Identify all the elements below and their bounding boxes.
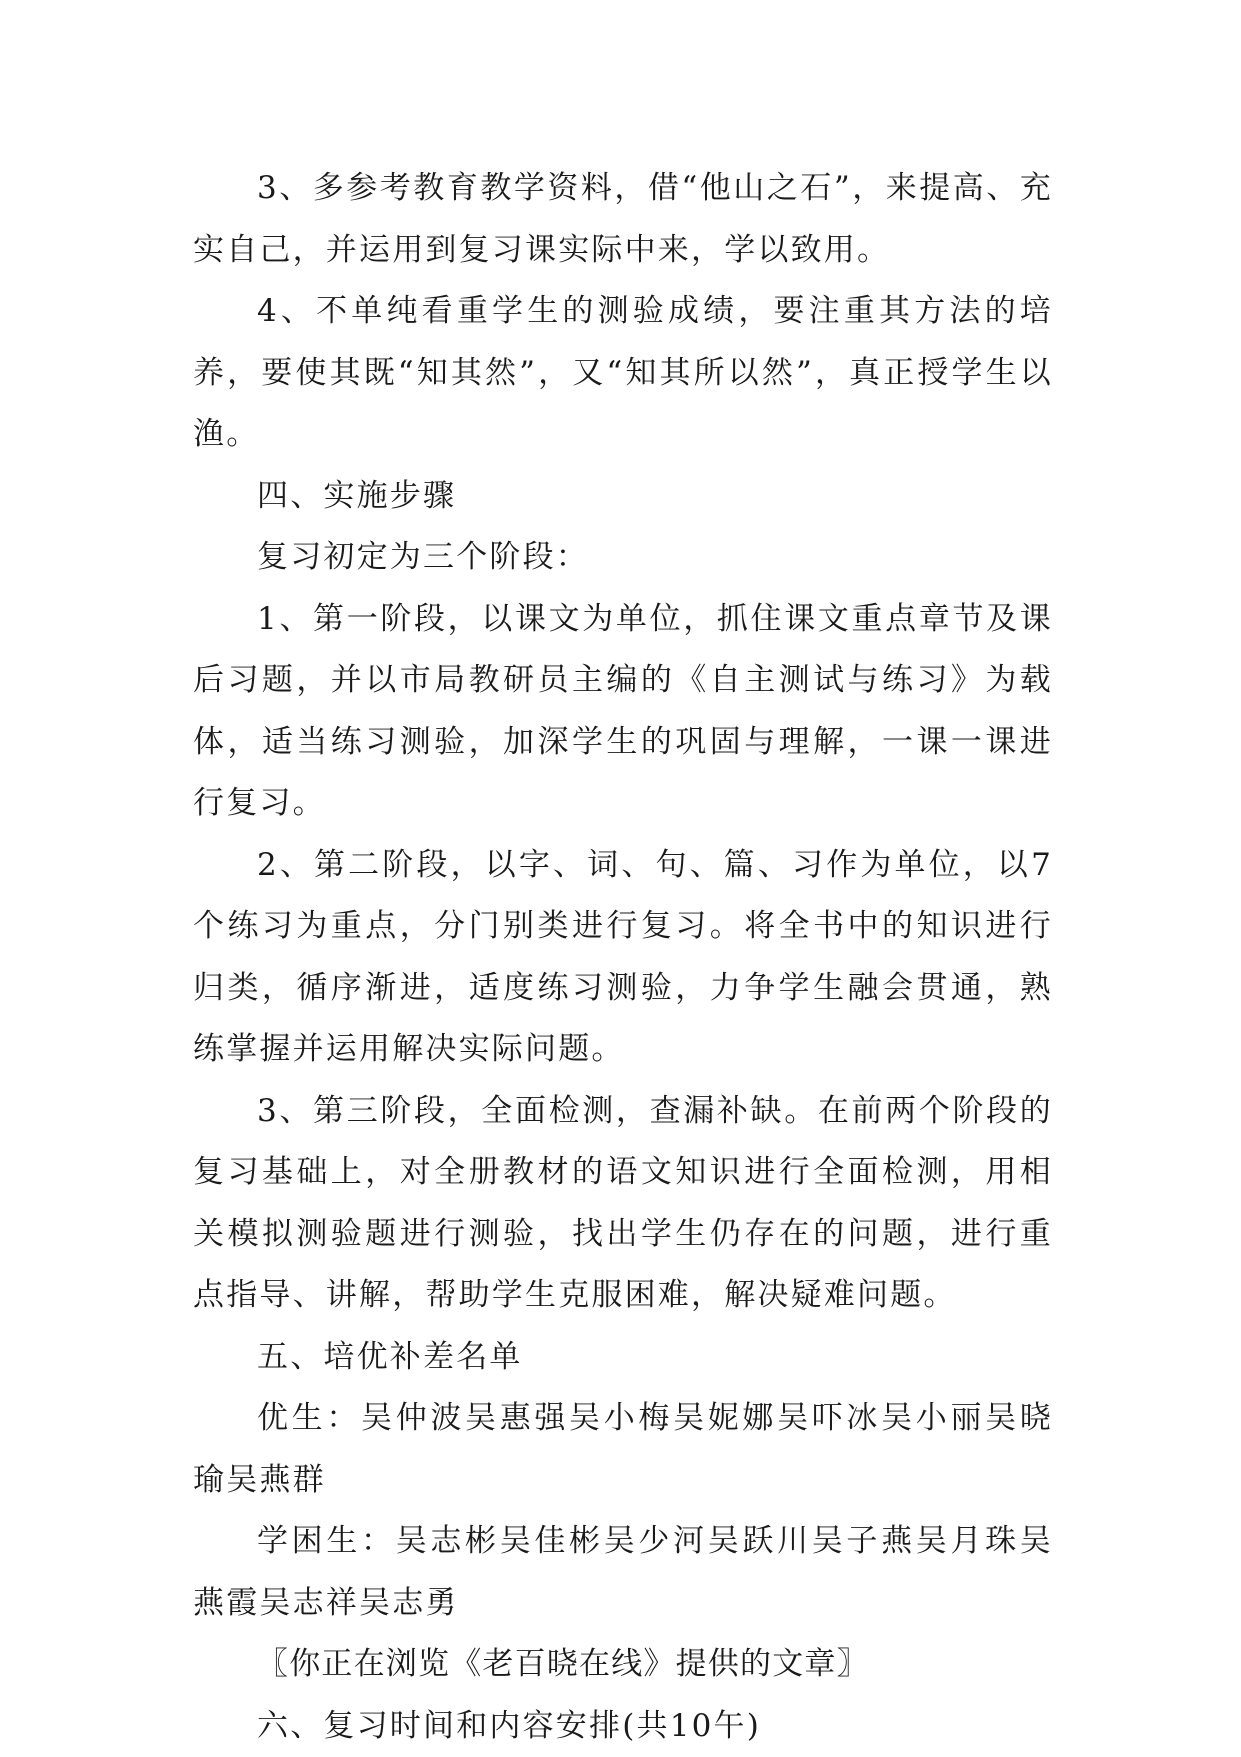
paragraph-three-stages: 复习初定为三个阶段：: [193, 527, 1053, 589]
paragraph-methods: 4、不单纯看重学生的测验成绩，要注重其方法的培养，要使其既“知其然”，又“知其所以然”，真正授学生以渔。: [193, 281, 1053, 466]
heading-implementation-steps: 四、实施步骤: [193, 466, 1053, 528]
source-notice: 〖你正在浏览《老百晓在线》提供的文章〗: [193, 1634, 1053, 1696]
paragraph-stage-two: 2、第二阶段，以字、词、句、篇、习作为单位，以7个练习为重点，分门别类进行复习。将全书中的知识进行归类，循序渐进，适度练习测验，力争学生融会贯通，熟练掌握并运用解决实际问题。: [193, 835, 1053, 1081]
document-body: [193, 158, 1053, 1757]
paragraph-stage-three: 3、第三阶段，全面检测，查漏补缺。在前两个阶段的复习基础上，对全册教材的语文知识进行全面检测，用相关模拟测验题进行测验，找出学生仍存在的问题，进行重点指导、讲解，帮助学生克服困难，解决疑难问题。: [193, 1081, 1053, 1327]
paragraph-stage-one: 1、第一阶段，以课文为单位，抓住课文重点章节及课后习题，并以市局教研员主编的《自主测试与练习》为载体，适当练习测验，加深学生的巩固与理解，一课一课进行复习。: [193, 589, 1053, 835]
paragraph-struggling-students: 学困生：吴志彬吴佳彬吴少河吴跃川吴子燕吴月珠吴燕霞吴志祥吴志勇: [193, 1511, 1053, 1634]
paragraph-top-students: 优生：吴仲波吴惠强吴小梅吴妮娜吴吓冰吴小丽吴晓瑜吴燕群: [193, 1388, 1053, 1511]
heading-schedule: 六、复习时间和内容安排(共10午): [193, 1696, 1053, 1757]
paragraph-reference-materials: 3、多参考教育教学资料，借“他山之石”，来提高、充实自己，并运用到复习课实际中来，学以致用。: [193, 158, 1053, 281]
heading-student-list: 五、培优补差名单: [193, 1327, 1053, 1389]
